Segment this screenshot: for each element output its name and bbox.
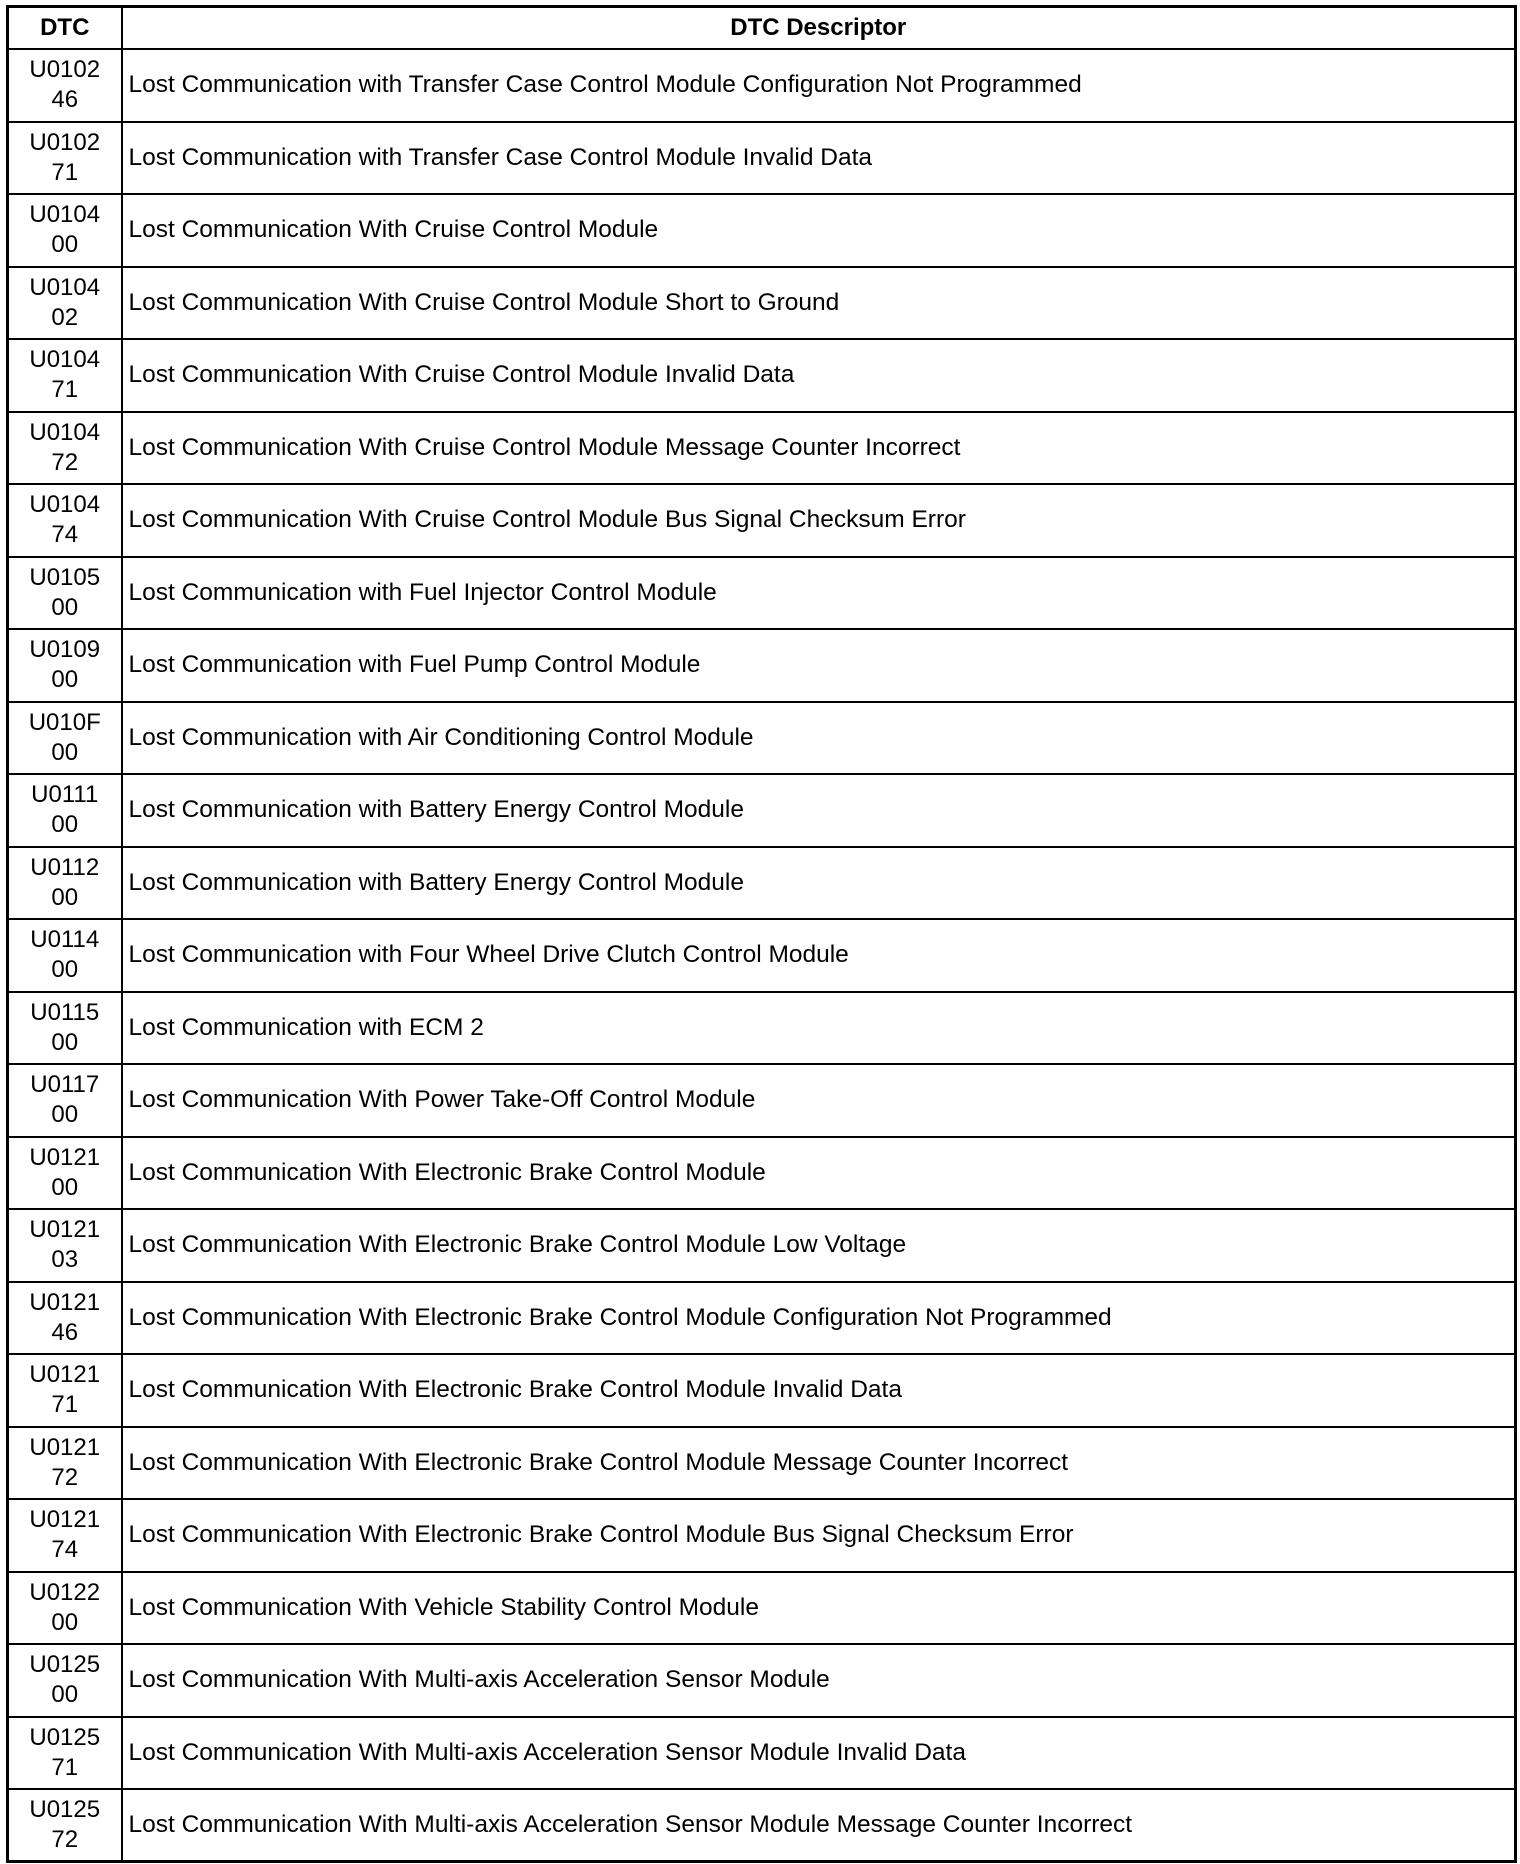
table-row <box>8 194 1516 267</box>
dtc-descriptor: Lost Communication With Multi-axis Acceleration Sensor Module <box>122 1644 1516 1717</box>
dtc-code: U0121 <box>29 1216 101 1244</box>
table-row <box>8 1427 1516 1500</box>
table-row <box>8 1064 1516 1137</box>
document-page <box>6 5 1514 1863</box>
table-header <box>8 7 1516 50</box>
dtc-descriptor: Lost Communication With Vehicle Stability Control Module <box>122 1572 1516 1645</box>
table-row <box>8 1572 1516 1645</box>
dtc-descriptor: Lost Communication with Transfer Case Control Module Invalid Data <box>122 122 1516 195</box>
dtc-code: U0104 <box>29 491 101 519</box>
dtc-code-cell <box>8 774 122 847</box>
dtc-code: U0102 <box>29 128 101 156</box>
dtc-code-cell <box>8 412 122 485</box>
dtc-code: U0104 <box>29 418 101 446</box>
dtc-failure-type: 46 <box>51 86 79 114</box>
dtc-code: U0125 <box>29 1796 101 1823</box>
dtc-code-cell <box>8 1789 122 1862</box>
dtc-failure-type: 00 <box>51 1028 79 1056</box>
dtc-code: U010F <box>28 708 101 736</box>
dtc-code-cell <box>8 1209 122 1282</box>
dtc-descriptor: Lost Communication with Transfer Case Control Module Configuration Not Programmed <box>122 49 1516 122</box>
dtc-failure-type: 00 <box>51 1101 79 1129</box>
dtc-failure-type: 71 <box>51 1753 79 1781</box>
dtc-code: U0102 <box>29 56 101 84</box>
dtc-failure-type: 00 <box>51 1173 79 1201</box>
dtc-code-cell <box>8 1427 122 1500</box>
dtc-descriptor: Lost Communication With Electronic Brake Control Module Invalid Data <box>122 1354 1516 1427</box>
table-row <box>8 774 1516 847</box>
dtc-failure-type: 00 <box>51 883 79 911</box>
table-row <box>8 557 1516 630</box>
dtc-code-cell <box>8 1282 122 1355</box>
dtc-descriptor: Lost Communication With Cruise Control Module Invalid Data <box>122 339 1516 412</box>
header-row <box>8 7 1516 50</box>
dtc-code-cell <box>8 629 122 702</box>
dtc-failure-type: 00 <box>51 231 79 259</box>
dtc-code: U0121 <box>29 1143 101 1171</box>
dtc-code-cell <box>8 194 122 267</box>
header-dtc-descriptor: DTC Descriptor <box>122 7 1516 50</box>
table-row <box>8 49 1516 122</box>
dtc-code: U0109 <box>29 636 101 664</box>
dtc-code-cell <box>8 847 122 920</box>
table-row <box>8 1644 1516 1717</box>
dtc-descriptor: Lost Communication With Electronic Brake Control Module Configuration Not Programmed <box>122 1282 1516 1355</box>
dtc-descriptor: Lost Communication with Four Wheel Drive Clutch Control Module <box>122 919 1516 992</box>
table-row <box>8 1209 1516 1282</box>
dtc-code: U0104 <box>29 346 101 374</box>
table-row <box>8 629 1516 702</box>
dtc-code-cell <box>8 484 122 557</box>
dtc-code: U0111 <box>31 781 99 809</box>
dtc-code-cell <box>8 267 122 340</box>
dtc-failure-type: 72 <box>51 448 79 476</box>
dtc-code-cell <box>8 702 122 775</box>
dtc-failure-type: 72 <box>51 1826 79 1853</box>
dtc-code-cell <box>8 557 122 630</box>
dtc-failure-type: 71 <box>51 376 79 404</box>
dtc-failure-type: 00 <box>51 666 79 694</box>
dtc-failure-type: 74 <box>51 521 79 549</box>
dtc-code-cell <box>8 49 122 122</box>
dtc-descriptor: Lost Communication With Cruise Control Module Message Counter Incorrect <box>122 412 1516 485</box>
dtc-code: U0115 <box>30 998 100 1026</box>
dtc-descriptor: Lost Communication with Fuel Injector Control Module <box>122 557 1516 630</box>
dtc-code-cell <box>8 1137 122 1210</box>
dtc-descriptor: Lost Communication With Cruise Control Module Bus Signal Checksum Error <box>122 484 1516 557</box>
dtc-failure-type: 74 <box>51 1536 79 1564</box>
table-row <box>8 339 1516 412</box>
table-row <box>8 484 1516 557</box>
dtc-failure-type: 46 <box>51 1318 79 1346</box>
dtc-failure-type: 71 <box>51 158 79 186</box>
dtc-code: U0125 <box>29 1651 101 1679</box>
dtc-descriptor: Lost Communication with Battery Energy Control Module <box>122 774 1516 847</box>
table-row <box>8 1282 1516 1355</box>
dtc-failure-type: 71 <box>51 1391 79 1419</box>
dtc-code-cell <box>8 1499 122 1572</box>
dtc-descriptor: Lost Communication With Electronic Brake Control Module <box>122 1137 1516 1210</box>
table-row <box>8 919 1516 992</box>
table-body <box>8 49 1516 1862</box>
dtc-descriptor: Lost Communication With Cruise Control Module Short to Ground <box>122 267 1516 340</box>
dtc-failure-type: 72 <box>51 1463 79 1491</box>
dtc-code-cell <box>8 339 122 412</box>
dtc-failure-type: 03 <box>51 1246 79 1274</box>
dtc-descriptor: Lost Communication With Multi-axis Acceleration Sensor Module Message Counter Incorrect <box>122 1789 1516 1862</box>
dtc-code: U0104 <box>29 273 101 301</box>
dtc-descriptor: Lost Communication With Electronic Brake Control Module Low Voltage <box>122 1209 1516 1282</box>
dtc-code: U0125 <box>29 1723 101 1751</box>
dtc-failure-type: 00 <box>51 593 79 621</box>
dtc-descriptor: Lost Communication with Air Conditioning Control Module <box>122 702 1516 775</box>
dtc-code-cell <box>8 1064 122 1137</box>
dtc-code: U0121 <box>29 1361 101 1389</box>
dtc-code-cell <box>8 992 122 1065</box>
dtc-code-cell <box>8 1354 122 1427</box>
dtc-code-cell <box>8 1644 122 1717</box>
dtc-descriptor: Lost Communication With Electronic Brake Control Module Message Counter Incorrect <box>122 1427 1516 1500</box>
dtc-code: U0117 <box>30 1071 100 1099</box>
dtc-failure-type: 00 <box>51 1681 79 1709</box>
dtc-descriptor: Lost Communication With Cruise Control Module <box>122 194 1516 267</box>
dtc-descriptor: Lost Communication with Battery Energy Control Module <box>122 847 1516 920</box>
dtc-code: U0121 <box>29 1288 101 1316</box>
dtc-failure-type: 00 <box>51 738 79 766</box>
table-row <box>8 1499 1516 1572</box>
table-row <box>8 1137 1516 1210</box>
dtc-code-cell <box>8 919 122 992</box>
dtc-code: U0122 <box>29 1578 101 1606</box>
table-row <box>8 702 1516 775</box>
dtc-code-cell <box>8 1717 122 1790</box>
dtc-code: U0121 <box>29 1433 101 1461</box>
dtc-descriptor: Lost Communication with ECM 2 <box>122 992 1516 1065</box>
table-row <box>8 412 1516 485</box>
header-dtc: DTC <box>8 7 122 50</box>
dtc-descriptor: Lost Communication with Fuel Pump Control Module <box>122 629 1516 702</box>
dtc-code: U0114 <box>30 926 100 954</box>
dtc-code: U0121 <box>29 1506 101 1534</box>
table-row <box>8 122 1516 195</box>
dtc-failure-type: 00 <box>51 811 79 839</box>
dtc-code-cell <box>8 122 122 195</box>
dtc-failure-type: 02 <box>51 303 79 331</box>
table-row <box>8 267 1516 340</box>
dtc-table <box>6 5 1517 1863</box>
dtc-code: U0105 <box>29 563 101 591</box>
dtc-failure-type: 00 <box>51 1608 79 1636</box>
table-row <box>8 1354 1516 1427</box>
table-row <box>8 992 1516 1065</box>
dtc-descriptor: Lost Communication With Multi-axis Acceleration Sensor Module Invalid Data <box>122 1717 1516 1790</box>
dtc-code: U0112 <box>30 853 100 881</box>
table-row <box>8 1789 1516 1862</box>
dtc-failure-type: 00 <box>51 956 79 984</box>
dtc-code-cell <box>8 1572 122 1645</box>
dtc-descriptor: Lost Communication With Power Take-Off Control Module <box>122 1064 1516 1137</box>
table-row <box>8 1717 1516 1790</box>
dtc-descriptor: Lost Communication With Electronic Brake Control Module Bus Signal Checksum Error <box>122 1499 1516 1572</box>
table-row <box>8 847 1516 920</box>
dtc-code: U0104 <box>29 201 101 229</box>
